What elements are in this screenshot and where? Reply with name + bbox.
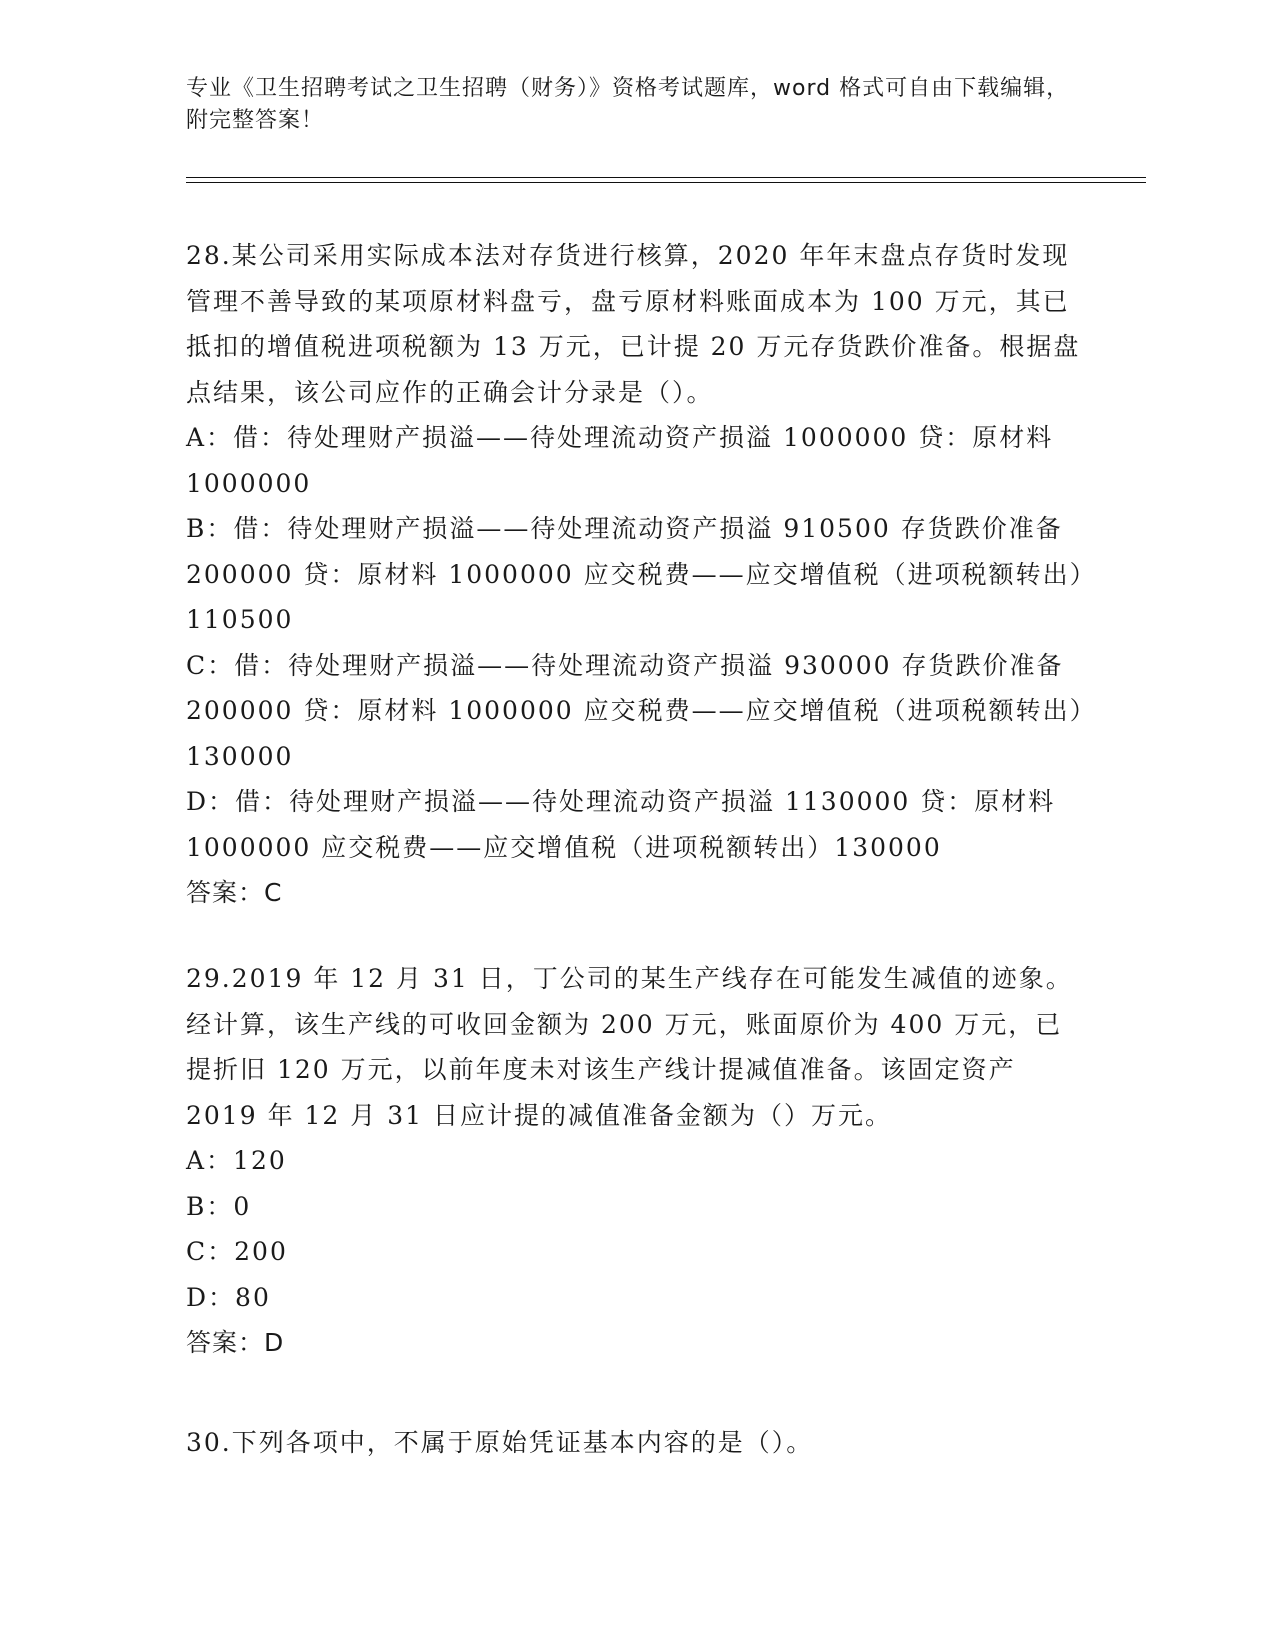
option-c: C：200: [186, 1237, 288, 1266]
question-29: [186, 956, 1086, 1365]
option-b: B：借：待处理财产损溢——待处理流动资产损溢 910500 存货跌价准备 200000 贷：原材料 1000000 应交税费——应交增值税（进项税额转出）110500: [186, 514, 1085, 634]
document-header: 专业《卫生招聘考试之卫生招聘（财务）》资格考试题库，word 格式可自由下载编辑，附完整答案！: [186, 76, 1070, 133]
question-30: [186, 1420, 1086, 1466]
option-d: D：借：待处理财产损溢——待处理流动资产损溢 1130000 贷：原材料 1000000 应交税费——应交增值税（进项税额转出）130000: [186, 787, 1056, 862]
answer-text: 答案：C: [186, 878, 283, 907]
answer-text: 答案：D: [186, 1328, 285, 1357]
option-b: B：0: [186, 1191, 252, 1221]
option-a: A：120: [186, 1146, 287, 1175]
option-a: A：借：待处理财产损溢——待处理流动资产损溢 1000000 贷：原材料 1000000: [186, 423, 1054, 498]
option-d: D：80: [186, 1282, 271, 1312]
header-divider-top: [186, 177, 1146, 178]
question-stem: 29.2019 年 12 月 31 日，丁公司的某生产线存在可能发生减值的迹象。经计算，该生产线的可收回金额为 200 万元，账面原价为 400 万元，已提折旧 120 万元，以前年度未对该生产线计提减值准备。该固定资产 2019 年 12 月 31 日应计提的减值准备金额为（）万元。: [186, 964, 1073, 1130]
question-stem: 28.某公司采用实际成本法对存货进行核算，2020 年年末盘点存货时发现管理不善导致的某项原材料盘亏，盘亏原材料账面成本为 100 万元，其已抵扣的增值税进项税额为 13 万元，已计提 20 万元存货跌价准备。根据盘点结果，该公司应作的正确会计分录是（）。: [186, 241, 1081, 407]
header-divider-bottom: [186, 182, 1146, 183]
option-c: C：借：待处理财产损溢——待处理流动资产损溢 930000 存货跌价准备 200000 贷：原材料 1000000 应交税费——应交增值税（进项税额转出）130000: [186, 650, 1085, 771]
question-stem: 30.下列各项中，不属于原始凭证基本内容的是（）。: [186, 1428, 814, 1457]
question-28: [186, 233, 1086, 915]
